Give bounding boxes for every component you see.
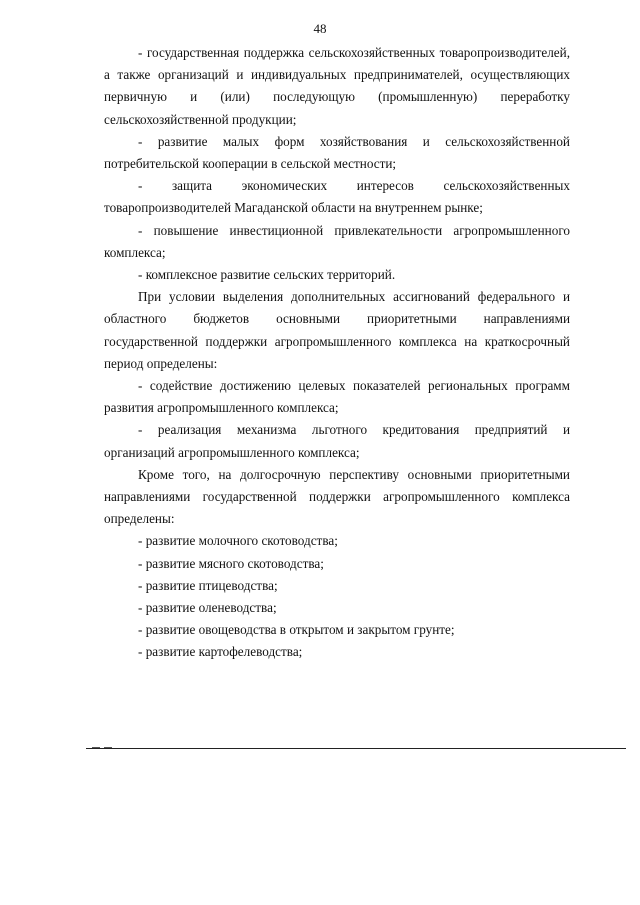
paragraph-short-term-priorities: При условии выделения дополнительных ассигнований федерального и областного бюджетов основными приоритетными направлениями государственной поддержки агропромышленного комплекса на краткосрочный период определены: (104, 289, 570, 371)
paragraph-economic-interests: - защита экономических интересов сельскохозяйственных товаропроизводителей Магаданской области на внутреннем рынке; (104, 178, 570, 216)
bottom-separator-line (86, 748, 626, 749)
list-item-reindeer: - развитие оленеводства; (138, 600, 277, 616)
list-item-beef-cattle: - развитие мясного скотоводства; (138, 555, 324, 571)
page-number: 48 (313, 21, 327, 36)
paragraph-regional-targets: - содействие достижению целевых показателей региональных программ развития агропромышленного комплекса; (104, 378, 570, 416)
list-item-poultry: - развитие птицеводства; (138, 577, 278, 593)
list-item-potatoes: - развитие картофелеводства; (138, 644, 303, 660)
paragraph-rural-territories: - комплексное развитие сельских территорий. (138, 267, 396, 283)
paragraph-small-business-forms: - развитие малых форм хозяйствования и сельскохозяйственной потребительской кооперации в сельской местности; (104, 133, 570, 172)
document-body (104, 42, 570, 664)
paragraph-preferential-lending: - реализация механизма льготного кредитования предприятий и организаций агропромышленного комплекса; (104, 422, 570, 460)
list-item-dairy-cattle: - развитие молочного скотоводства; (138, 533, 338, 549)
paragraph-state-support: - государственная поддержка сельскохозяйственных товаропроизводителей, а также организаций и индивидуальных предпринимателей, осуществляющих первичную и (или) последующую (промышленную) переработку сельскохозяйственной продукции; (104, 45, 570, 127)
paragraph-long-term-priorities: Кроме того, на долгосрочную перспективу основными приоритетными направлениями государственной поддержки агропромышленного комплекса определены: (104, 466, 570, 527)
paragraph-investment-attractiveness: - повышение инвестиционной привлекательности агропромышленного комплекса; (104, 222, 570, 260)
list-item-vegetables: - развитие овощеводства в открытом и закрытом грунте; (138, 622, 455, 638)
